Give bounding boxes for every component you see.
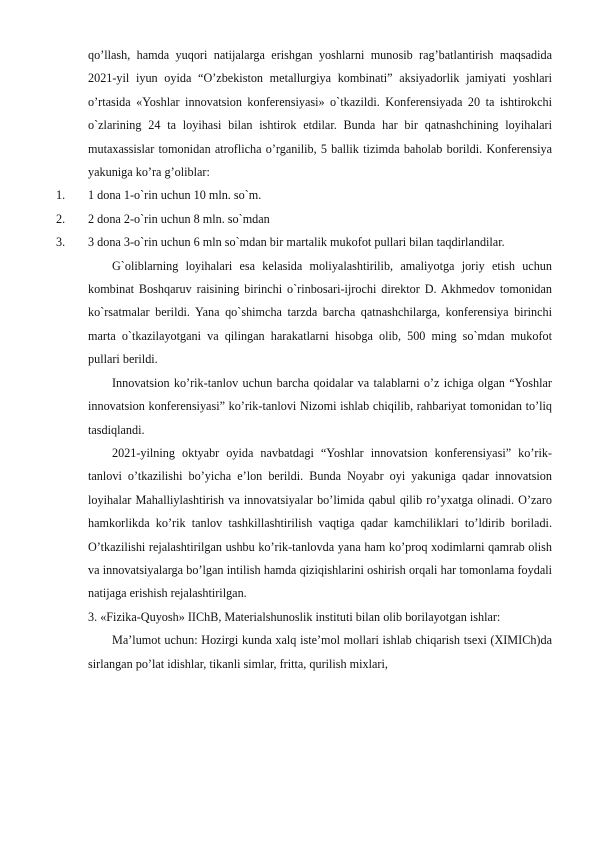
list-number: 2.: [56, 211, 66, 226]
list-number: 3.: [56, 235, 66, 250]
section-heading-fizika-quyosh: 3. «Fizika-Quyosh» IIChB, Materialshunoslik instituti bilan olib borilayotgan ishlar:: [88, 609, 501, 624]
list-item: [56, 208, 552, 231]
list-item: [56, 231, 552, 254]
list-text: 1 dona 1-o`rin uchun 10 mln. so`m.: [88, 188, 262, 203]
paragraph-info: Ma’lumot uchun: Hozirgi kunda xalq iste’mol mollari ishlab chiqarish tsexi (XIMICh)da sirlangan po’lat idishlar, tikanli simlar, fritta, qurilish mixlari,: [88, 633, 552, 671]
paragraph-announcement: 2021-yilning oktyabr oyida navbatdagi “Yoshlar innovatsion konferensiyasi” ko’rik-tanlovi o’tkazilishi bo’yicha e’lon berildi. Bunda Noyabr oyi yakuniga qadar innovatsion loyihalar Mahalliylashtirish va innovatsiyalar bo’limida qabul qilib ro’yxatga olinadi. O’zaro hamkorlikda ko’rik tanlov tashkillashtirilish vaqtiga qadar kamchiliklari to’ldirib boriladi. O’tkazilishi rejalashtirilgan ushbu ko’rik-tanlovda yana ham ko’proq xodimlarni qamrab olish va innovatsiyalarga bo’lgan intilish hamda qiziqishlarini oshirish orqali har tomonlama foydali natijaga erishish rejalashtirilgan.: [88, 445, 552, 601]
list-item: [56, 184, 552, 207]
list-text: 2 dona 2-o`rin uchun 8 mln. so`mdan: [88, 211, 270, 226]
document-body: [56, 44, 552, 676]
list-text: 3 dona 3-o`rin uchun 6 mln so`mdan bir martalik mukofot pullari bilan taqdirlandilar.: [88, 235, 505, 250]
paragraph-intro: qo’llash, hamda yuqori natijalarga erishgan yoshlarni munosib rag’batlantirish maqsadida 2021-yil iyun oyida “O’zbekiston metallurgiya kombinati” aksiyadorlik jamiyati yoshlari o’rtasida «Yoshlar innovatsion konferensiyasi» o`tkazildi. Konferensiyada 20 ta ishtirokchi o`zlarining 24 ta loyihasi bilan ishtirok etdilar. Bunda har bir qatnashchining loyihalari mutaxassislar tomonidan atroflicha o’rganilib, 5 ballik tizimda baholab borildi. Konferensiya yakuniga ko’ra g’oliblar:: [88, 48, 552, 180]
paragraph-regulation: Innovatsion ko’rik-tanlov uchun barcha qoidalar va talablarni o’z ichiga olgan “Yoshlar innovatsion konferensiyasi” ko’rik-tanlovi Nizomi ishlab chiqilib, rahbariyat tomonidan to’liq tasdiqlandi.: [88, 375, 552, 437]
list-number: 1.: [56, 188, 66, 203]
paragraph-winners: G`oliblarning loyihalari esa kelasida moliyalashtirilib, amaliyotga joriy etish uchun kombinat Boshqaruv raisining birinchi o`rinbosari-ijrochi direktor D. Akhmedov tomonidan ko`rsatmalar berildi. Yana qo`shimcha tarzda barcha qatnashchilarga, konferensiya birinchi marta o`tkazilayotgani va qilingan harakatlarni hisobga olib, 500 ming so`mdan mukofot pullari berildi.: [88, 258, 552, 367]
